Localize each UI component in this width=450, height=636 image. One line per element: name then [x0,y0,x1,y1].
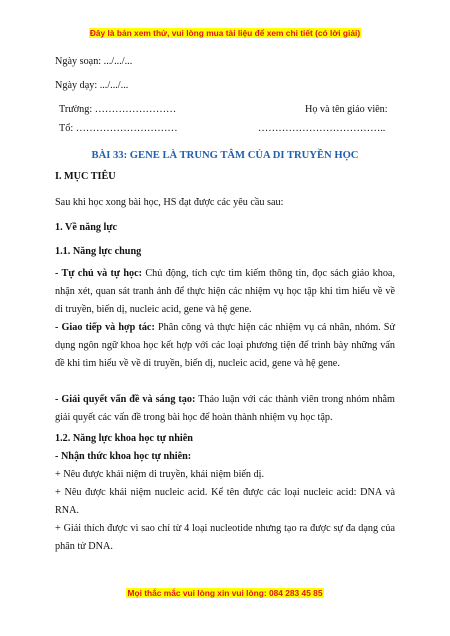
contact-notice-banner: Mọi thắc mắc vui lòng xin vui lòng: 084 283 45 85 [127,588,323,598]
section-heading: I. MỤC TIÊU [55,171,116,182]
paragraph-giai-quyet: - Giải quyết vấn đề và sáng tạo: Thảo luận với các thành viên trong nhóm nhằm giải quyết các vấn đề trong bài học để hoàn thành nhiệm vụ học tập. [55,394,395,423]
intro-text: Sau khi học xong bài học, HS đạt được các yêu cầu sau: [55,197,284,208]
bullet-nucleic-acid: + Nêu được khái niệm nucleic acid. Kể tên được các loại nucleic acid: DNA và RNA. [55,487,395,516]
ngay-soan: Ngày soạn: .../.../... [55,56,133,67]
heading-nang-luc-khtn: 1.2. Năng lực khoa học tự nhiên [55,433,193,444]
truong-field: Trường: …………………… [59,104,177,115]
lesson-title: BÀI 33: GENE LÀ TRUNG TÂM CỦA DI TRUYỀN HỌC [91,150,359,161]
paragraph-tu-chu: - Tự chủ và tự học: Chủ động, tích cực tìm kiếm thông tin, đọc sách giáo khoa, nhận xét, quan sát tranh ảnh để thực hiện các nhiệm vụ học tập khi tìm hiểu về về di truyền, biến dị, nucleic acid, gene và hệ gene. [55,268,395,315]
heading-nang-luc: 1. Về năng lực [55,222,117,233]
paragraph-giao-tiep: - Giao tiếp và hợp tác: Phân công và thực hiện các nhiệm vụ cá nhân, nhóm. Sử dụng ngôn ngữ khoa học kết hợp với các loại phương tiện để trình bày những vấn đề khi tìm hiểu về về di truyền, biến dị, nucleic acid, gene và hệ gene. [55,322,395,369]
heading-nhan-thuc: - Nhận thức khoa học tự nhiên: [55,451,192,462]
ngay-day: Ngày dạy: .../.../... [55,80,129,91]
preview-notice-banner: Đây là bản xem thử, vui lòng mua tài liệu để xem chi tiết (có lời giải) [89,28,361,38]
heading-nang-luc-chung: 1.1. Năng lực chung [55,246,142,257]
giao-vien-field: ……………………………….. [258,123,386,134]
to-field: Tổ: ………………………… [59,123,178,134]
bullet-di-truyen: + Nêu được khái niệm di truyền, khái niệm biến dị. [55,469,265,480]
bullet-nucleotide: + Giải thích được vì sao chỉ từ 4 loại nucleotide nhưng tạo ra được sự đa dạng của phân tử DNA. [55,523,395,552]
giao-vien-label: Họ và tên giáo viên: [305,104,388,115]
